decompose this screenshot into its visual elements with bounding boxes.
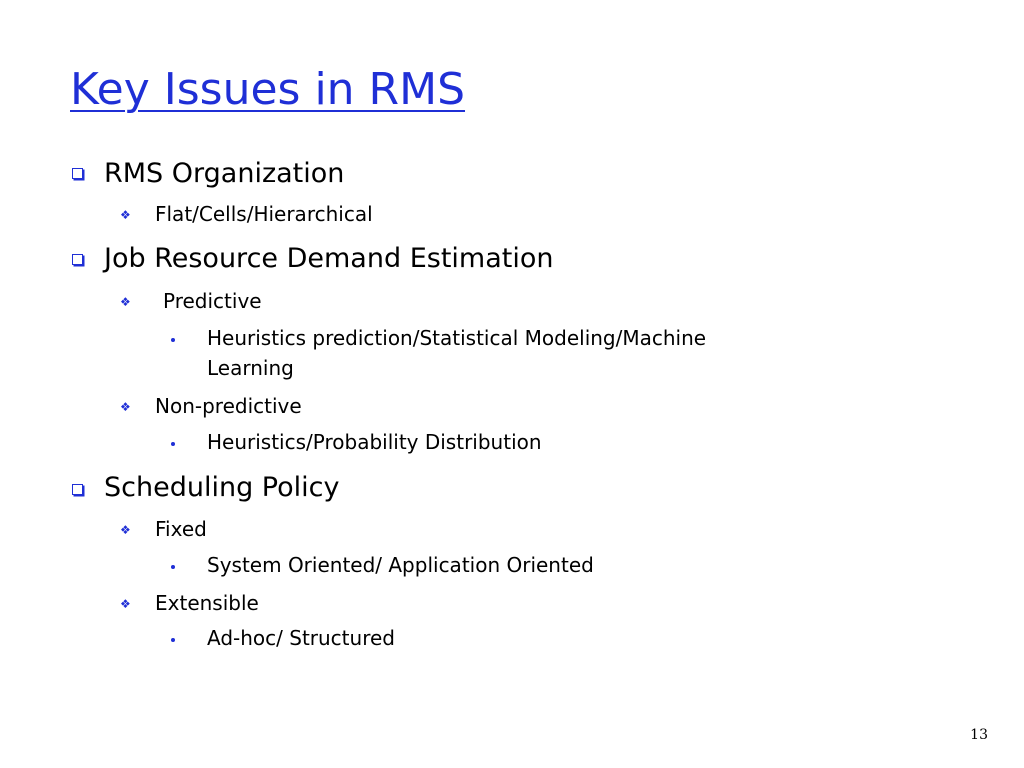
sub-bullet-predictive: Predictive	[163, 289, 262, 313]
diamond-bullet-icon: ❖	[120, 597, 131, 611]
sub-sub-bullet-adhoc-structured: Ad-hoc/ Structured	[207, 626, 395, 650]
dot-bullet-icon	[171, 638, 175, 642]
hollow-square-bullet-icon	[72, 254, 83, 265]
sub-bullet-flat-cells-hierarchical: Flat/Cells/Hierarchical	[155, 202, 373, 226]
page-number: 13	[970, 727, 988, 743]
sub-bullet-fixed: Fixed	[155, 517, 207, 541]
slide-title: Key Issues in RMS	[70, 64, 466, 115]
diamond-bullet-icon: ❖	[120, 208, 131, 222]
bullet-scheduling-policy: Scheduling Policy	[104, 472, 340, 503]
bullet-job-resource-demand-estimation: Job Resource Demand Estimation	[104, 243, 554, 274]
sub-sub-bullet-heuristics-prediction: Heuristics prediction/Statistical Modeling/Machine	[207, 326, 707, 350]
hollow-square-bullet-icon	[72, 168, 83, 179]
hollow-square-bullet-icon	[72, 484, 83, 495]
diamond-bullet-icon: ❖	[120, 400, 131, 414]
bullet-rms-organization: RMS Organization	[104, 158, 345, 189]
dot-bullet-icon	[171, 442, 175, 446]
sub-sub-bullet-system-application: System Oriented/ Application Oriented	[207, 553, 594, 577]
sub-sub-bullet-heuristics-probability: Heuristics/Probability Distribution	[207, 430, 542, 454]
sub-sub-bullet-heuristics-prediction-cont: Learning	[207, 356, 294, 380]
sub-bullet-non-predictive: Non-predictive	[155, 394, 302, 418]
dot-bullet-icon	[171, 338, 175, 342]
dot-bullet-icon	[171, 565, 175, 569]
diamond-bullet-icon: ❖	[120, 295, 131, 309]
diamond-bullet-icon: ❖	[120, 523, 131, 537]
sub-bullet-extensible: Extensible	[155, 591, 259, 615]
